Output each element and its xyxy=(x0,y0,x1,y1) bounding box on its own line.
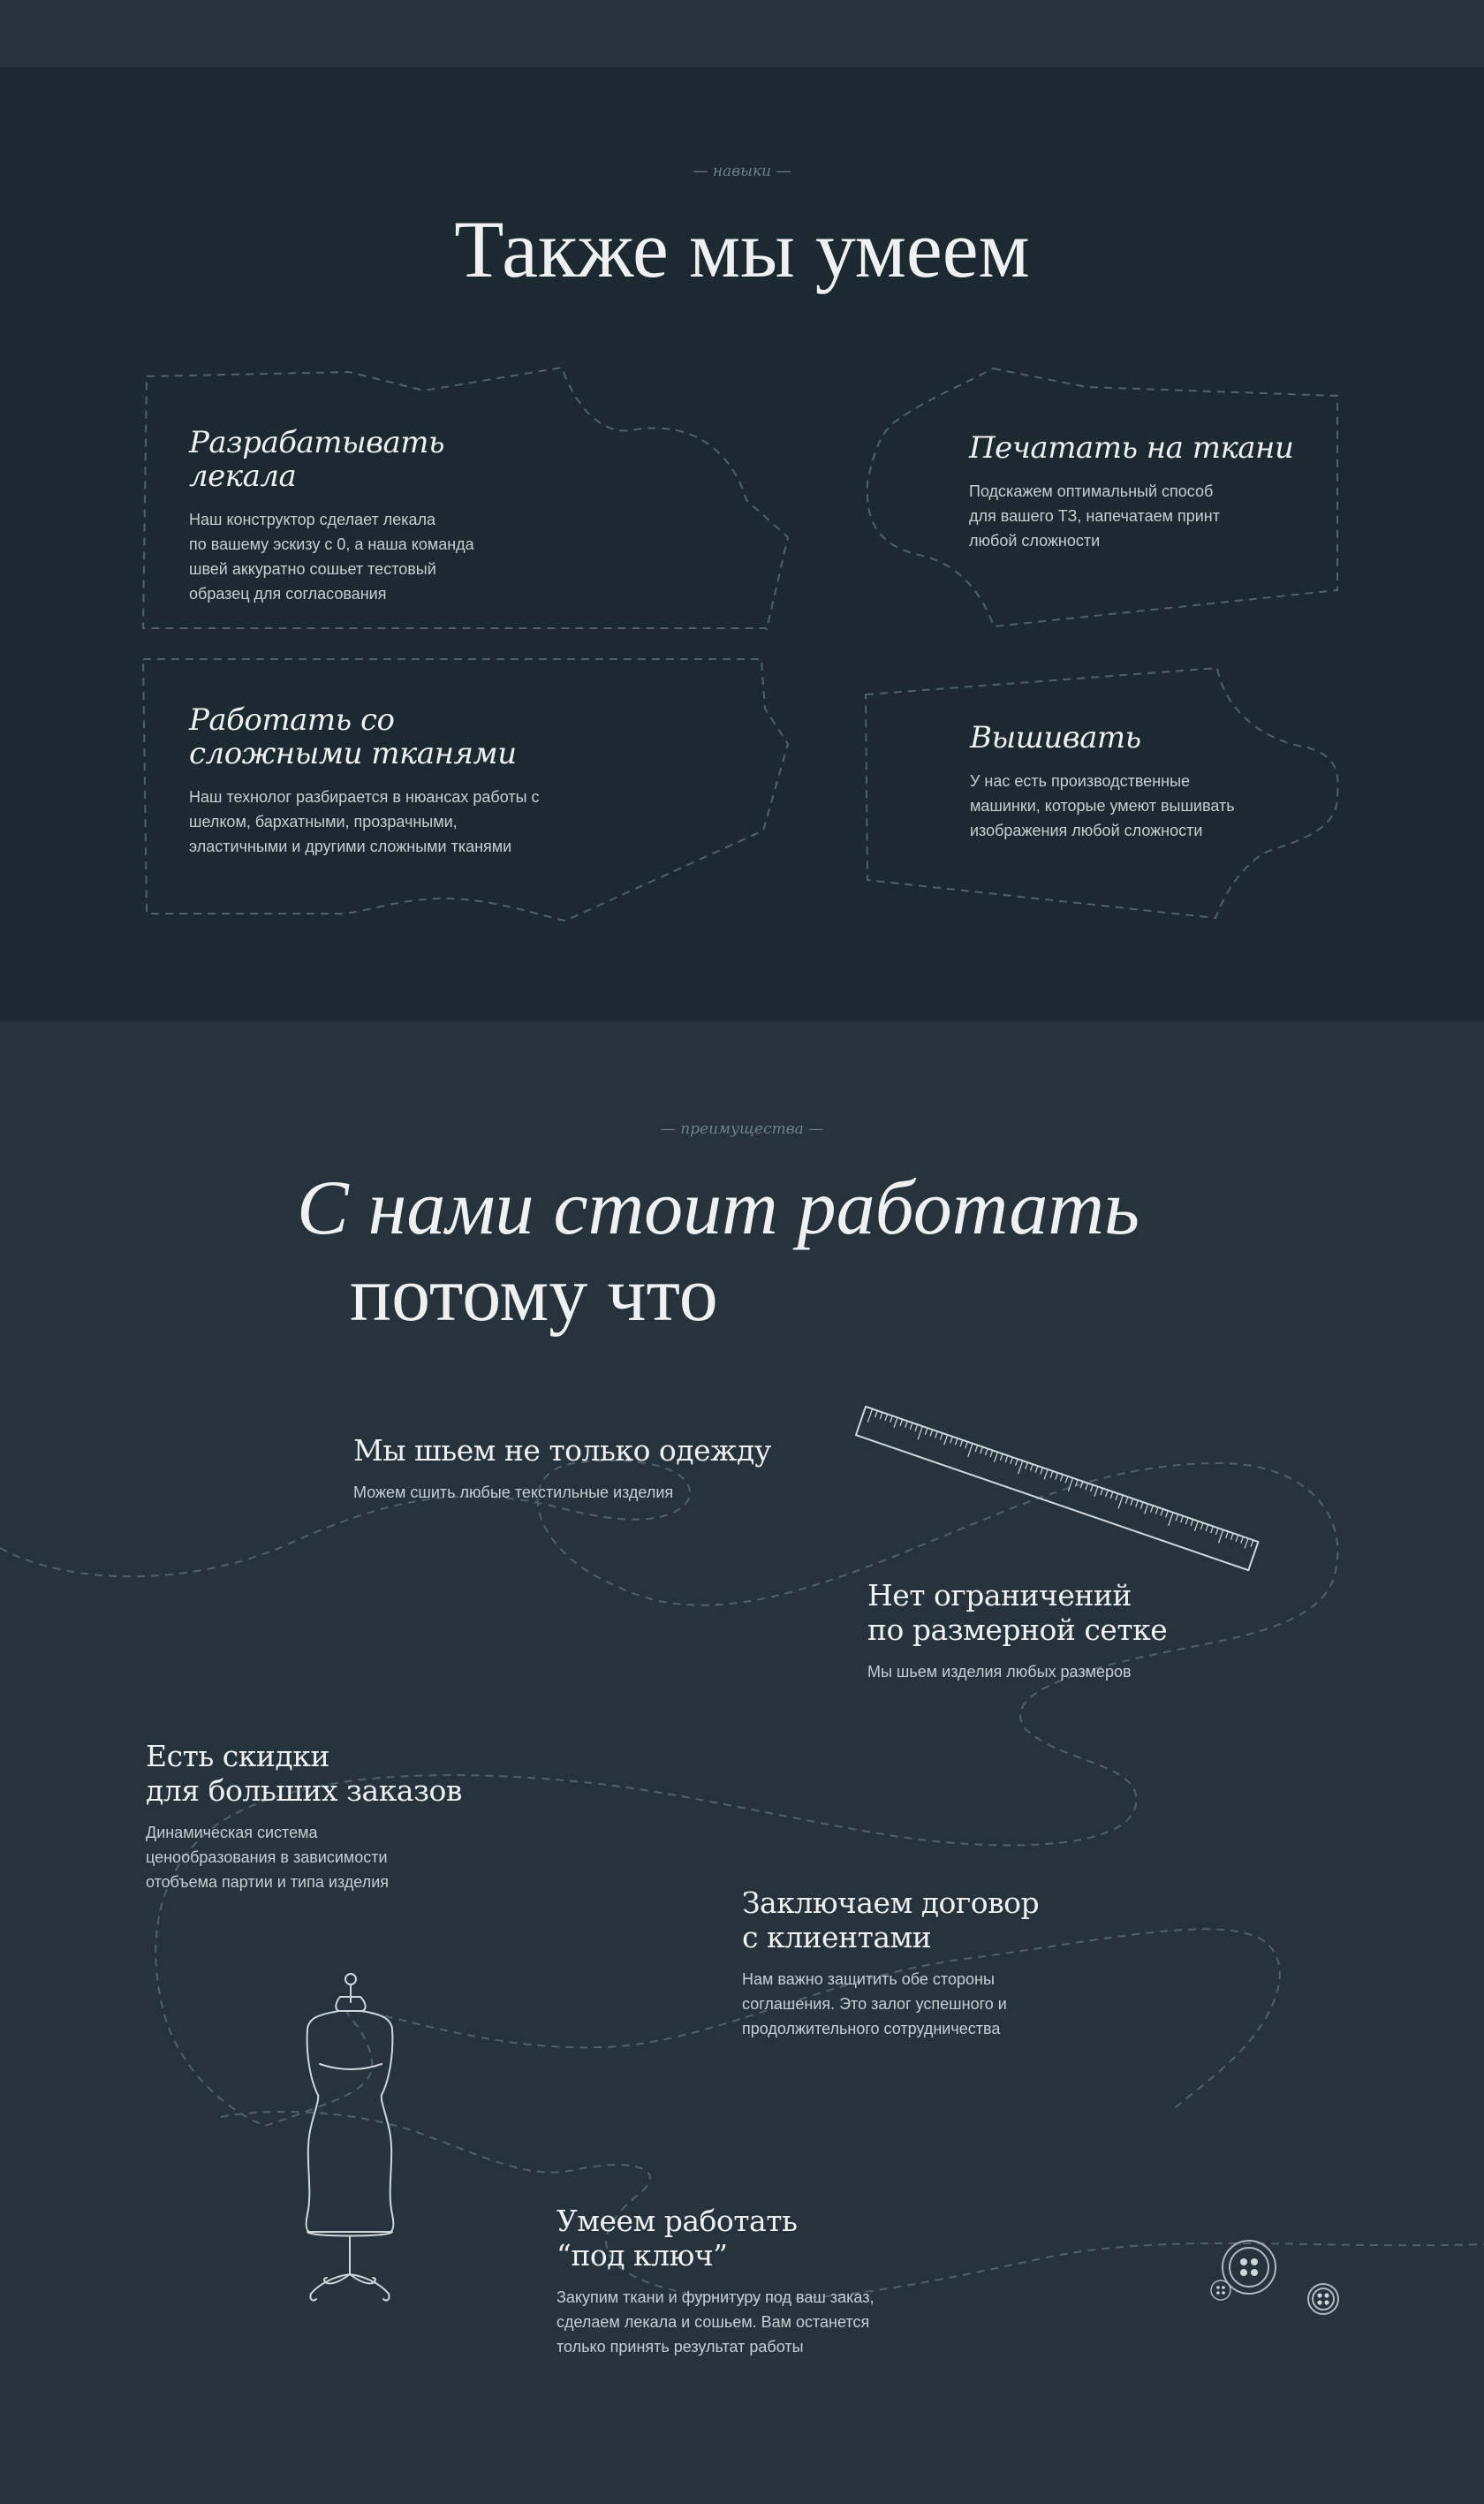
buttons-icon xyxy=(1211,2241,1338,2314)
benefit-contract xyxy=(742,1886,1148,2041)
benefit-title: Мы шьем не только одежду xyxy=(353,1433,771,1468)
skill-card-title: Вышивать xyxy=(970,720,1141,755)
benefits-title-line1: С нами стоит работать xyxy=(297,1165,1140,1251)
skill-card-text: Наш конструктор сделает лекала по вашему эскизу с 0, а наша команда швей аккуратно сошьет тестовый образец для согласования xyxy=(189,511,474,603)
skills-eyebrow: — навыки — xyxy=(693,163,791,180)
benefit-no-size-limits xyxy=(867,1578,1274,1684)
benefit-text: Нам важно защитить обе стороны соглашения. Это залог успешного и продолжительного сотрудничества xyxy=(742,1970,1007,2037)
benefit-text: Динамическая система ценообразования в зависимости отобъема партии и типа изделия xyxy=(146,1824,390,1891)
benefit-turnkey xyxy=(556,2204,963,2359)
skill-card-title: Разрабатывать лекала xyxy=(189,425,444,494)
benefit-not-only-clothes xyxy=(353,1433,813,1505)
benefit-text: Мы шьем изделия любых размеров xyxy=(867,1663,1132,1681)
benefit-bulk-discounts xyxy=(146,1739,552,1894)
benefit-title: Есть скидки для больших заказов xyxy=(146,1739,462,1808)
skill-card-fabrics xyxy=(189,703,595,859)
skills-title: Также мы умеем xyxy=(454,204,1030,294)
skill-card-text: Подскажем оптимальный способ для вашего ТЗ, напечатаем принт любой сложности xyxy=(969,482,1220,550)
benefit-text: Можем сшить любые текстильные изделия xyxy=(353,1483,674,1501)
skill-card-title: Печатать на ткани xyxy=(969,430,1294,466)
benefit-text: Закупим ткани и фурнитуру под ваш заказ, сделаем лекала и сошьем. Вам останется только принять результат работы xyxy=(556,2288,874,2356)
mannequin-icon xyxy=(307,1974,394,2301)
benefit-title: Заключаем договор с клиентами xyxy=(742,1886,1040,1954)
ruler-icon xyxy=(856,1407,1258,1570)
benefit-title: Умеем работать “под ключ” xyxy=(556,2204,798,2273)
benefit-title: Нет ограничений по размерной сетке xyxy=(867,1578,1168,1647)
benefits-eyebrow: — преимущества — xyxy=(660,1120,824,1138)
skill-card-text: Наш технолог разбирается в нюансах работы с шелком, бархатными, прозрачными, эластичными и другими сложными тканями xyxy=(189,788,540,855)
benefits-section xyxy=(0,1021,1484,2504)
skill-card-title: Работать со сложными тканями xyxy=(189,702,517,771)
benefits-title-line2: потому что xyxy=(350,1252,718,1338)
top-band xyxy=(0,0,1484,67)
skill-card-patterns xyxy=(189,426,560,606)
skill-card-printing xyxy=(969,431,1322,553)
skill-card-text: У нас есть производственные машинки, которые умеют вышивать изображения любой сложности xyxy=(970,772,1235,839)
skill-card-embroidery xyxy=(970,721,1323,843)
skills-section xyxy=(0,67,1484,1021)
